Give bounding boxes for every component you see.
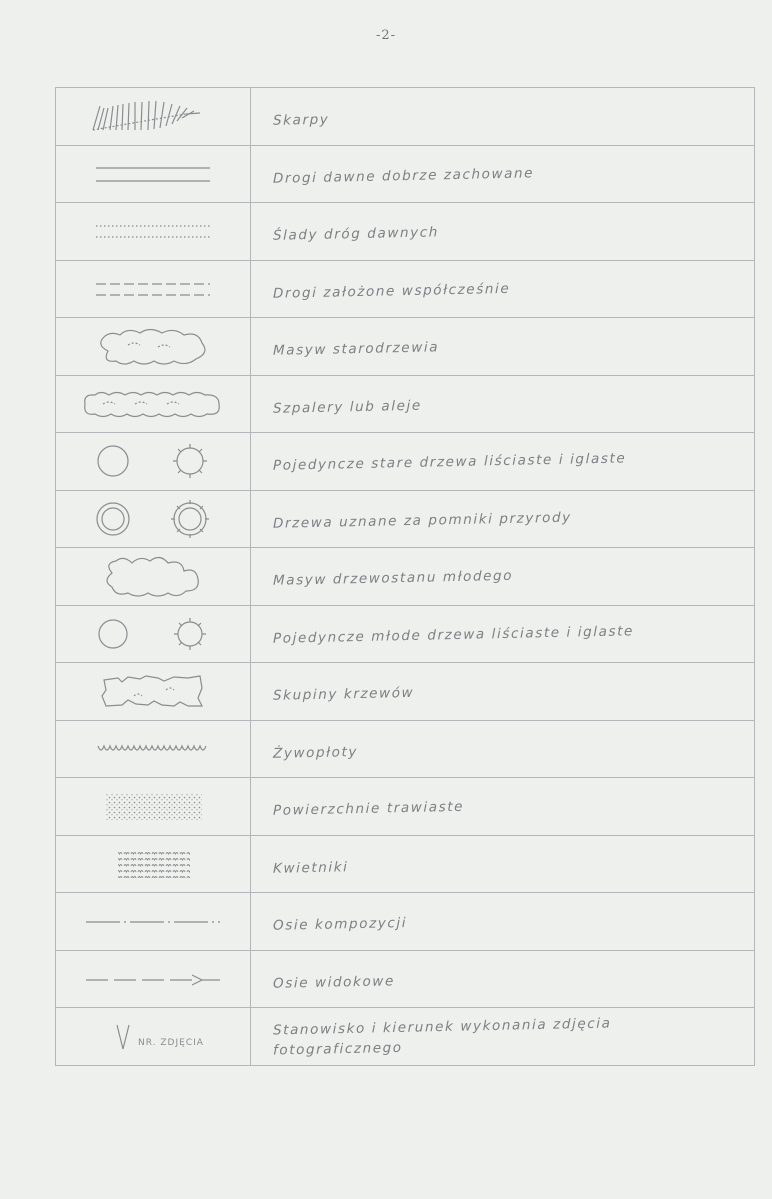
- legend-label: Drogi założone współcześnie: [273, 280, 511, 302]
- legend-row: [56, 606, 754, 664]
- young-tree-mass-icon: [56, 548, 251, 605]
- legend-label: Drogi dawne dobrze zachowane: [273, 165, 535, 187]
- legend-table: [55, 87, 755, 1066]
- legend-row: [56, 721, 754, 779]
- legend-row: [56, 491, 754, 549]
- legend-row: [56, 951, 754, 1009]
- flower-bed-icon: [56, 836, 251, 893]
- legend-row: [56, 146, 754, 204]
- legend-row: [56, 663, 754, 721]
- legend-label: Osie kompozycji: [273, 915, 408, 935]
- legend-label: Skarpy: [273, 111, 330, 130]
- photo-number-label: NR. ZDJĘCIA: [138, 1037, 204, 1048]
- legend-row: [56, 433, 754, 491]
- natural-monument-tree-icon: [56, 491, 251, 548]
- legend-label: Kwietniki: [273, 858, 349, 877]
- double-dashed-line-icon: [56, 261, 251, 318]
- legend-row: [56, 376, 754, 434]
- legend-row: [56, 836, 754, 894]
- legend-label: Ślady dróg dawnych: [273, 224, 439, 245]
- grass-surface-icon: [56, 778, 251, 835]
- legend-label: Powierzchnie trawiaste: [273, 799, 465, 820]
- view-axis-icon: [56, 951, 251, 1008]
- embankment-icon: [56, 88, 251, 145]
- legend-label: Pojedyncze młode drzewa liściaste i iglaste: [273, 622, 634, 647]
- photo-viewpoint-icon: [56, 1008, 251, 1065]
- legend-row: [56, 1008, 754, 1066]
- legend-row: [56, 548, 754, 606]
- legend-label: Masyw drzewostanu młodego: [273, 568, 514, 590]
- legend-label: Żywopłoty: [273, 743, 358, 762]
- legend-label: Szpalery lub aleje: [273, 397, 422, 417]
- shrub-group-icon: [56, 663, 251, 720]
- legend-label: Osie widokowe: [273, 973, 395, 992]
- legend-label: Drzewa uznane za pomniki przyrody: [273, 509, 572, 532]
- legend-row: [56, 88, 754, 146]
- legend-row: [56, 318, 754, 376]
- double-solid-line-icon: [56, 146, 251, 203]
- single-old-tree-icon: [56, 433, 251, 490]
- legend-row: [56, 261, 754, 319]
- legend-label: Skupiny krzewów: [273, 685, 415, 705]
- legend-label: Pojedyncze stare drzewa liściaste i iglaste: [273, 450, 627, 475]
- tree-row-icon: [56, 376, 251, 433]
- legend-row: [56, 893, 754, 951]
- double-dotted-line-icon: [56, 203, 251, 260]
- legend-label: Masyw starodrzewia: [273, 339, 440, 360]
- single-young-tree-icon: [56, 606, 251, 663]
- legend-row: [56, 203, 754, 261]
- hedge-icon: [56, 721, 251, 778]
- page-number: -2-: [375, 28, 397, 43]
- legend-label: Stanowisko i kierunek wykonania zdjęcia fotograficznego: [273, 1014, 612, 1059]
- composition-axis-icon: [56, 893, 251, 950]
- legend-row: [56, 778, 754, 836]
- old-tree-mass-icon: [56, 318, 251, 375]
